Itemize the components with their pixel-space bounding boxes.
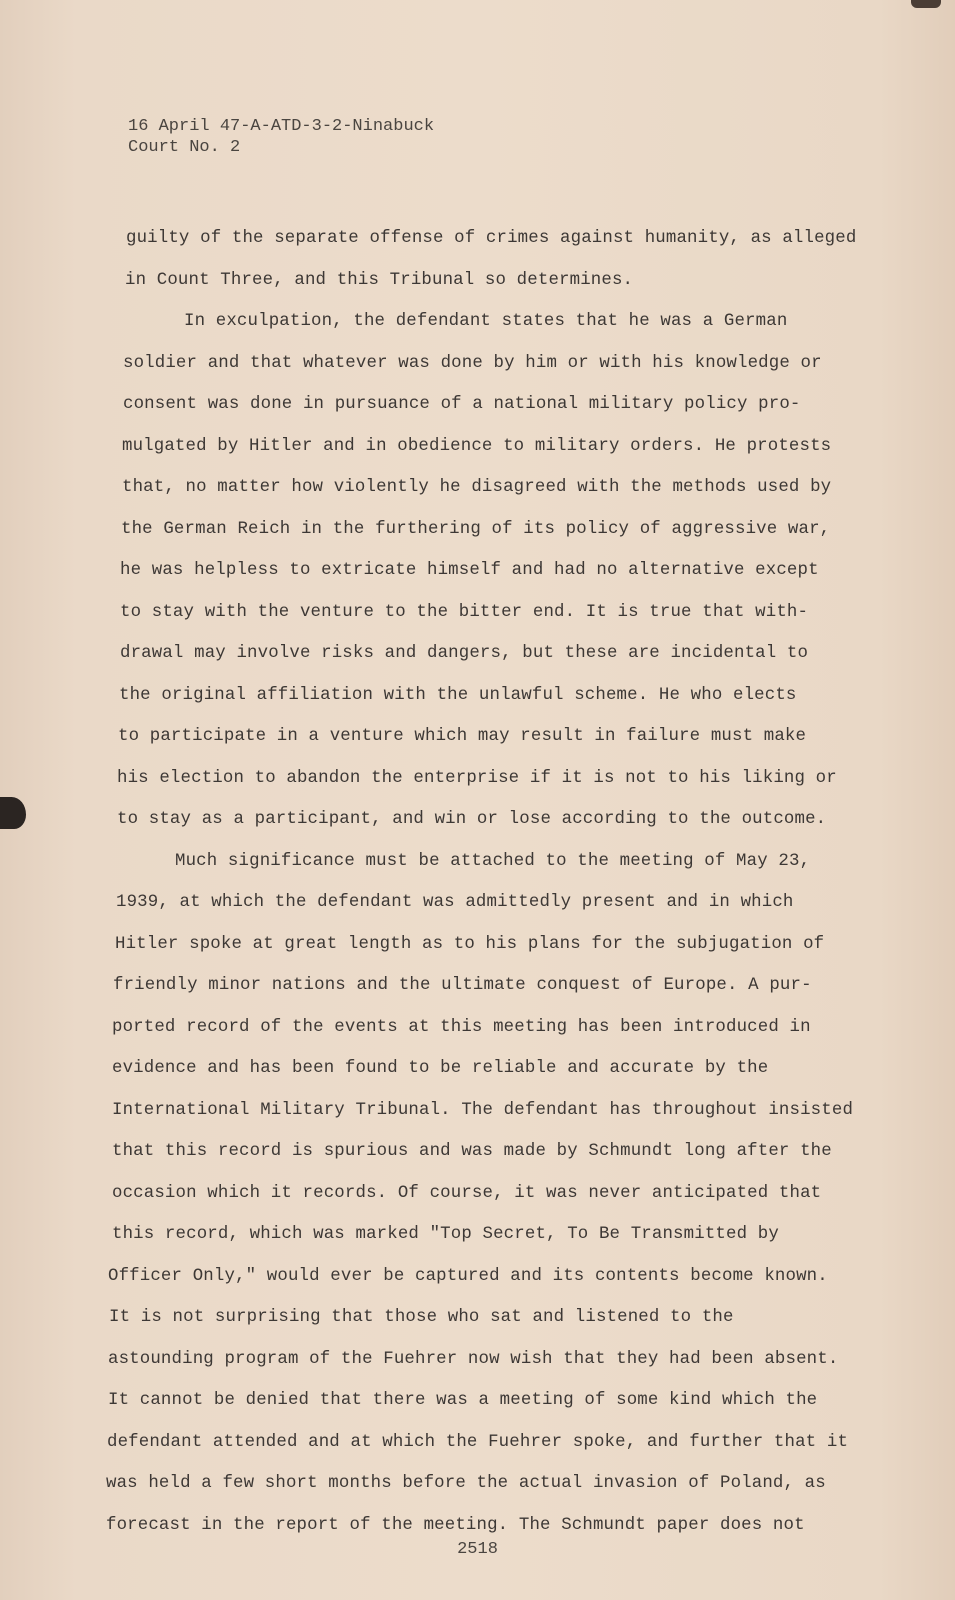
body-line: defendant attended and at which the Fuehrer spoke, and further that it [107, 1432, 849, 1452]
body-line: to participate in a venture which may result in failure must make [118, 727, 807, 746]
header-court: Court No. 2 [128, 138, 241, 157]
body-line: Hitler spoke at great length as to his plans for the subjugation of [115, 934, 825, 954]
header-reference: 16 April 47-A-ATD-3-2-Ninabuck [128, 117, 435, 136]
body-line: It is not surprising that those who sat and listened to the [109, 1308, 734, 1327]
body-line: to stay as a participant, and win or lose according to the outcome. [117, 810, 827, 829]
body-line: this record, which was marked "Top Secret, To Be Transmitted by [112, 1225, 779, 1244]
page-number: 2518 [457, 1540, 498, 1559]
body-line: the original affiliation with the unlawful scheme. He who elects [119, 685, 797, 705]
corner-ink-mark [911, 0, 941, 8]
body-line: his election to abandon the enterprise if it is not to his liking or [117, 768, 837, 788]
body-line: Officer Only," would ever be captured and its contents become known. [108, 1266, 828, 1286]
body-line: consent was done in pursuance of a national military policy pro- [123, 395, 801, 414]
body-line: It cannot be denied that there was a meeting of some kind which the [108, 1391, 818, 1410]
body-line: guilty of the separate offense of crimes against humanity, as alleged [126, 229, 857, 248]
body-line: that this record is spurious and was made by Schmundt long after the [112, 1142, 832, 1161]
body-line: mulgated by Hitler and in obedience to military orders. He protests [122, 436, 832, 456]
body-line: that, no matter how violently he disagreed with the methods used by [122, 478, 832, 497]
body-line: soldier and that whatever was done by him or with his knowledge or [123, 353, 822, 373]
body-line: he was helpless to extricate himself and had no alternative except [120, 561, 819, 580]
body-line: evidence and has been found to be reliable and accurate by the [112, 1059, 769, 1078]
body-line: forecast in the report of the meeting. The Schmundt paper does not [106, 1515, 805, 1535]
body-line: the German Reich in the furthering of its policy of aggressive war, [121, 519, 831, 539]
body-line: 1939, at which the defendant was admittedly present and in which [116, 893, 794, 912]
body-line: friendly minor nations and the ultimate conquest of Europe. A pur- [113, 976, 812, 995]
body-line: International Military Tribunal. The defendant has throughout insisted [112, 1100, 854, 1120]
paragraph-start-line: In exculpation, the defendant states that he was a German [184, 312, 788, 331]
body-line: drawal may involve risks and dangers, but these are incidental to [120, 644, 809, 663]
body-line: was held a few short months before the actual invasion of Poland, as [106, 1474, 826, 1493]
edge-ink-blot [0, 797, 26, 829]
body-line: occasion which it records. Of course, it was never anticipated that [112, 1183, 822, 1203]
paragraph-start-line: Much significance must be attached to the meeting of May 23, [175, 851, 811, 871]
body-line: in Count Three, and this Tribunal so determines. [125, 270, 634, 290]
document-body [106, 218, 857, 1546]
body-line: to stay with the venture to the bitter end. It is true that with- [120, 602, 809, 622]
document-header [128, 116, 434, 158]
body-line: ported record of the events at this meeting has been introduced in [112, 1017, 811, 1037]
body-line: astounding program of the Fuehrer now wish that they had been absent. [108, 1349, 839, 1369]
